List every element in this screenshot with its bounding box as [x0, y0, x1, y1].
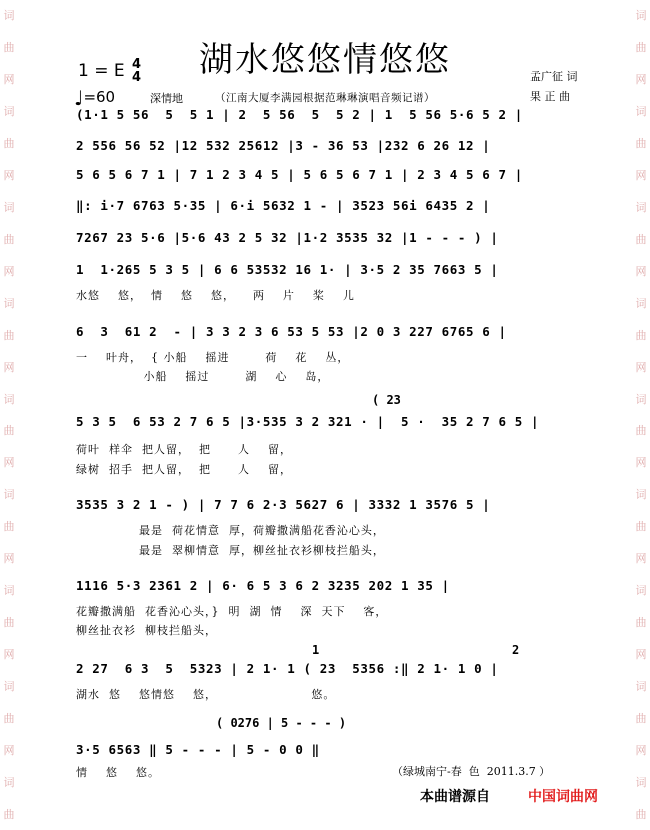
watermark-char: 网 — [635, 647, 647, 661]
watermark-right — [633, 0, 649, 830]
lyric-line-6: 水悠 悠， 情 悠 悠， 两 片 桨 儿 — [76, 289, 355, 302]
score-line-5: 7267 23 5·6 |5·6 43 2 5 32 |1·2 3535 32 |1 - - - ) | — [76, 230, 499, 245]
lyricist-credit: 孟广征 词 — [530, 70, 578, 83]
lyric-line-9a: 最是 荷花情意 厚，荷瓣撒满船花香沁心头， — [76, 524, 385, 537]
watermark-char: 词 — [3, 392, 15, 406]
time-signature — [132, 58, 141, 84]
volta-2-mark: 2 — [512, 643, 520, 657]
watermark-char: 网 — [3, 73, 15, 87]
watermark-left — [1, 0, 17, 830]
watermark-char: 曲 — [635, 520, 647, 534]
score-line-1: (1·1 5 56 5 5 1 | 2 5 56 5 5 2 | 1 5 56 5·6 5 2 | — [76, 107, 523, 122]
arranger-credit: （绿城南宁-春 色 2011.3.7 ） — [392, 765, 551, 778]
score-line-10: 1116 5·3 2361 2 | 6· 6 5 3 6 2 3235 202 1 35 | — [76, 578, 450, 593]
composer-credit: 果 正 曲 — [530, 90, 570, 103]
watermark-char: 曲 — [3, 615, 15, 629]
key-label: 1 = E — [78, 61, 125, 81]
watermark-char: 词 — [3, 775, 15, 789]
watermark-char: 网 — [3, 456, 15, 470]
time-signature-bottom: 4 — [132, 70, 142, 85]
watermark-char: 网 — [3, 169, 15, 183]
score-line-9: 3535 3 2 1 - ) | 7 7 6 2·3 5627 6 | 3332 1 3576 5 | — [76, 497, 491, 512]
watermark-char: 曲 — [635, 711, 647, 725]
watermark-char: 曲 — [635, 807, 647, 821]
footer-site-link[interactable]: 中国词曲网 — [528, 789, 598, 805]
pickup-annotation-2: ( 0276 | 5 - - - ) — [216, 716, 347, 730]
score-line-4: ‖: i·7 6763 5·35 | 6·i 5632 1 - | 3523 56i 6435 2 | — [76, 198, 491, 213]
watermark-char: 网 — [635, 743, 647, 757]
watermark-char: 词 — [635, 488, 647, 502]
watermark-char: 曲 — [3, 137, 15, 151]
watermark-char: 词 — [635, 775, 647, 789]
song-title: 湖水悠悠情悠悠 — [199, 40, 451, 80]
watermark-char: 词 — [635, 584, 647, 598]
watermark-char: 曲 — [3, 41, 15, 55]
watermark-char: 词 — [3, 200, 15, 214]
watermark-char: 词 — [3, 296, 15, 310]
watermark-char: 词 — [3, 584, 15, 598]
lyric-line-7a: 一 叶舟， { 小船 摇进 荷 花 丛， — [76, 351, 350, 364]
watermark-char: 词 — [635, 679, 647, 693]
watermark-char: 曲 — [3, 424, 15, 438]
watermark-char: 网 — [635, 73, 647, 87]
watermark-char: 曲 — [635, 615, 647, 629]
lyric-line-8b: 绿树 招手 把人留， 把 人 留， — [76, 463, 292, 476]
watermark-char: 网 — [635, 264, 647, 278]
watermark-char: 网 — [3, 264, 15, 278]
time-signature-top: 4 — [132, 57, 142, 72]
score-line-11: 2 27 6 3 5 5323 | 2 1· 1 ( 23 5356 :‖ 2 1· 1 0 | — [76, 661, 499, 676]
watermark-char: 曲 — [635, 328, 647, 342]
watermark-char: 曲 — [3, 328, 15, 342]
score-line-6: 1 1·265 5 3 5 | 6 6 53532 16 1· | 3·5 2 35 7663 5 | — [76, 262, 499, 277]
pickup-annotation: ( 23 — [372, 393, 401, 407]
watermark-char: 曲 — [635, 424, 647, 438]
expression-marking: 深情地 — [150, 92, 183, 105]
watermark-char: 网 — [635, 552, 647, 566]
watermark-char: 词 — [635, 392, 647, 406]
watermark-char: 词 — [3, 105, 15, 119]
watermark-char: 词 — [3, 679, 15, 693]
score-line-7: 6 3 61 2 - | 3 3 2 3 6 53 5 53 |2 0 3 227 6765 6 | — [76, 324, 507, 339]
watermark-char: 网 — [3, 360, 15, 374]
score-line-8: 5 3 5 6 53 2 7 6 5 |3·535 3 2 321 · | 5 · 35 2 7 6 5 | — [76, 414, 540, 429]
lyric-line-10a: 花瓣撒满船 花香沁心头，} 明 湖 情 深 天下 客， — [76, 605, 388, 618]
watermark-char: 曲 — [3, 807, 15, 821]
watermark-char: 曲 — [635, 137, 647, 151]
lyric-line-12: 情 悠 悠。 — [76, 766, 160, 779]
watermark-char: 曲 — [3, 520, 15, 534]
watermark-char: 曲 — [3, 711, 15, 725]
quarter-note-icon: ♩ — [74, 86, 84, 110]
watermark-char: 网 — [3, 743, 15, 757]
watermark-char: 网 — [635, 169, 647, 183]
watermark-char: 网 — [635, 360, 647, 374]
watermark-char: 词 — [635, 9, 647, 23]
watermark-char: 曲 — [635, 232, 647, 246]
tempo-value: =60 — [83, 88, 116, 106]
watermark-char: 网 — [3, 552, 15, 566]
watermark-char: 词 — [635, 296, 647, 310]
volta-1-mark: 1 — [312, 643, 320, 657]
watermark-char: 词 — [3, 488, 15, 502]
watermark-char: 词 — [3, 9, 15, 23]
score-line-3: 5 6 5 6 7 1 | 7 1 2 3 4 5 | 5 6 5 6 7 1 | 2 3 4 5 6 7 | — [76, 167, 523, 182]
lyric-line-9b: 最是 翠柳情意 厚，柳丝扯衣衫柳枝拦船头， — [76, 544, 385, 557]
score-line-12: 3·5 6563 ‖ 5 - - - | 5 - 0 0 ‖ — [76, 742, 320, 757]
watermark-char: 网 — [3, 647, 15, 661]
lyric-line-7b: 小船 摇过 湖 心 岛， — [76, 370, 330, 383]
score-line-2: 2 556 56 52 |12 532 25612 |3 - 36 53 |232 6 26 12 | — [76, 138, 491, 153]
transcription-note: （江南大厦李满园根据范琳琳演唱音频记谱） — [215, 92, 435, 104]
lyric-line-8a: 荷叶 样伞 把人留， 把 人 留， — [76, 443, 292, 456]
watermark-char: 曲 — [635, 41, 647, 55]
watermark-char: 曲 — [3, 232, 15, 246]
lyric-line-11: 湖水 悠 悠情悠 悠， 悠。 — [76, 688, 336, 701]
key-signature — [78, 58, 141, 84]
watermark-char: 网 — [635, 456, 647, 470]
lyric-line-10b: 柳丝扯衣衫 柳枝拦船头， — [76, 624, 217, 637]
watermark-char: 词 — [635, 200, 647, 214]
footer-source-label: 本曲谱源自 — [420, 789, 490, 805]
watermark-char: 词 — [635, 105, 647, 119]
